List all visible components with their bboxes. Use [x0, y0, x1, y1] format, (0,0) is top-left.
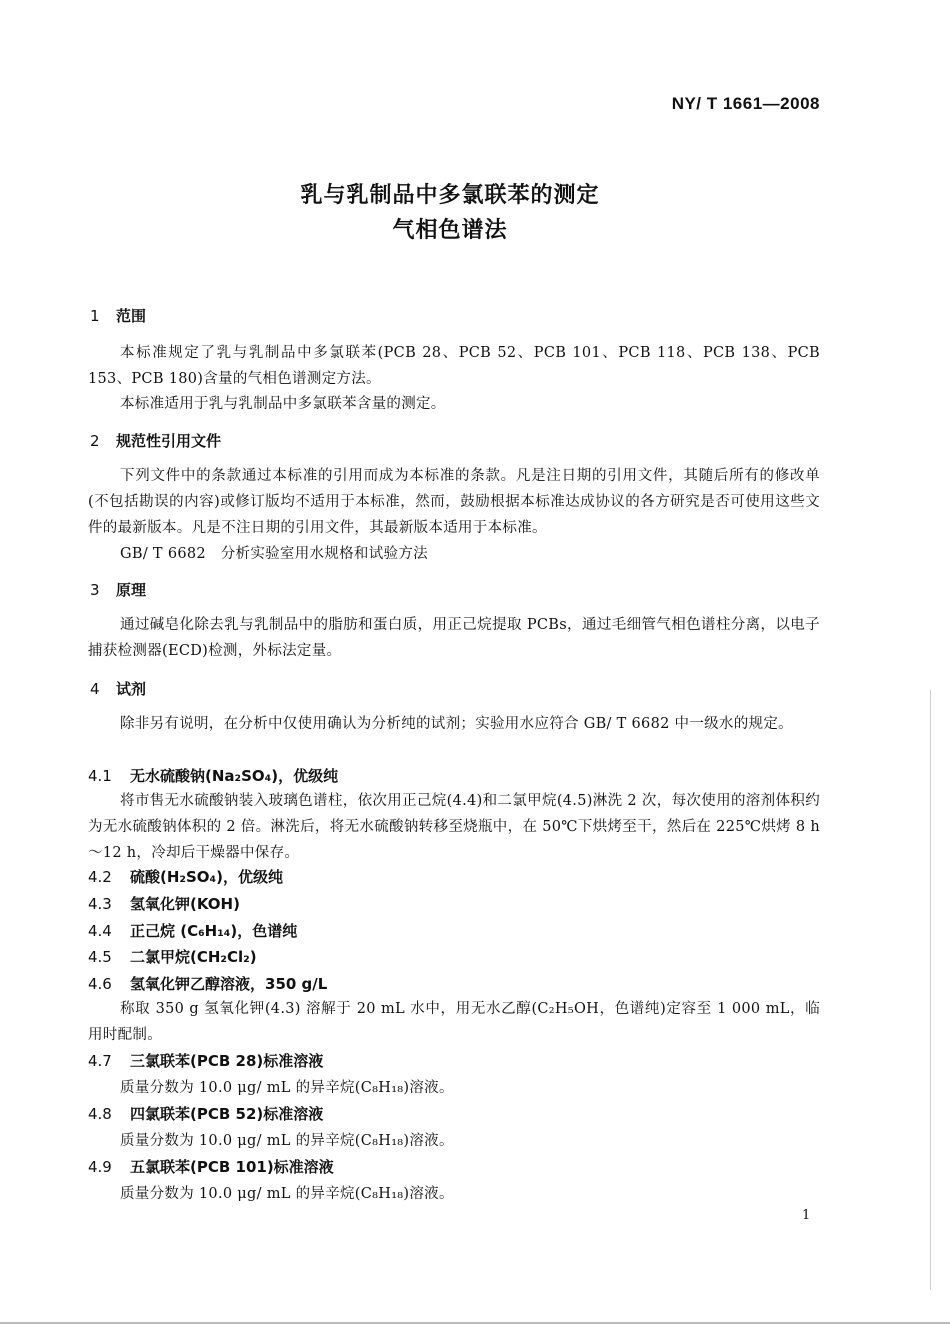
- section-title: 试剂: [116, 680, 147, 698]
- section-number: 4: [90, 680, 100, 698]
- item-4-8-paragraph: 质量分数为 10.0 μg/ mL 的异辛烷(C₈H₁₈)溶液。: [120, 1133, 454, 1149]
- item-4-5-heading: 4.5 二氯甲烷(CH₂Cl₂): [88, 948, 257, 966]
- normative-reference: GB/ T 6682 分析实验室用水规格和试验方法: [120, 546, 428, 562]
- document-title: 乳与乳制品中多氯联苯的测定: [300, 183, 600, 208]
- item-4-7-paragraph: 质量分数为 10.0 μg/ mL 的异辛烷(C₈H₁₈)溶液。: [120, 1080, 454, 1096]
- item-4-9-paragraph: 质量分数为 10.0 μg/ mL 的异辛烷(C₈H₁₈)溶液。: [120, 1186, 454, 1202]
- section-4-heading: [90, 678, 146, 699]
- section-number: 2: [90, 432, 100, 450]
- section-title: 范围: [116, 307, 147, 325]
- section-3-paragraph-1: 通过碱皂化除去乳与乳制品中的脂肪和蛋白质，用正己烷提取 PCBs，通过毛细管气相色谱柱分离，以电子捕获检测器(ECD)检测，外标法定量。: [88, 617, 820, 659]
- section-2-heading: [90, 430, 221, 451]
- item-4-2-heading: 4.2 硫酸(H₂SO₄)，优级纯: [88, 868, 283, 886]
- item-4-3-heading: 4.3 氢氧化钾(KOH): [88, 895, 240, 913]
- standard-code: NY/ T 1661—2008: [671, 94, 820, 113]
- item-4-7-heading: 4.7 三氯联苯(PCB 28)标准溶液: [88, 1052, 324, 1070]
- section-number: 1: [90, 307, 100, 325]
- item-4-6-paragraph: 称取 350 g 氢氧化钾(4.3) 溶解于 20 mL 水中，用无水乙醇(C₂H₅OH，色谱纯)定容至 1 000 mL，临用时配制。: [88, 1001, 820, 1043]
- item-4-4-heading: 4.4 正己烷 (C₆H₁₄)，色谱纯: [88, 922, 298, 940]
- item-4-9-heading: 4.9 五氯联苯(PCB 101)标准溶液: [88, 1158, 334, 1176]
- section-4-paragraph-1: 除非另有说明，在分析中仅使用确认为分析纯的试剂；实验用水应符合 GB/ T 6682 中一级水的规定。: [120, 716, 793, 732]
- item-4-6-heading: 4.6 氢氧化钾乙醇溶液，350 g/L: [88, 975, 328, 993]
- section-3-heading: [90, 579, 146, 600]
- page-number: 1: [802, 1208, 811, 1223]
- section-2-paragraph-1: 下列文件中的条款通过本标准的引用而成为本标准的条款。凡是注日期的引用文件，其随后所有的修改单(不包括勘误的内容)或修订版均不适用于本标准，然而，鼓励根据本标准达成协议的各方研究是否可使用这些文件的最新版本。凡是不注日期的引用文件，其最新版本适用于本标准。: [88, 468, 820, 536]
- document-subtitle: 气相色谱法: [392, 218, 508, 243]
- item-4-1-paragraph: 将市售无水硫酸钠装入玻璃色谱柱，依次用正己烷(4.4)和二氯甲烷(4.5)淋洗 2 次，每次使用的溶剂体积约为无水硫酸钠体积的 2 倍。淋洗后，将无水硫酸钠转移至烧瓶中，在 50℃下烘烤至干，然后在 225℃烘烤 8 h～12 h，冷却后干燥器中保存。: [88, 793, 820, 861]
- scan-edge-line: [930, 690, 931, 1290]
- item-4-1-heading: 4.1 无水硫酸钠(Na₂SO₄)，优级纯: [88, 767, 339, 785]
- section-1-paragraph-2: 本标准适用于乳与乳制品中多氯联苯含量的测定。: [120, 396, 446, 412]
- item-4-8-heading: 4.8 四氯联苯(PCB 52)标准溶液: [88, 1105, 324, 1123]
- section-title: 规范性引用文件: [116, 432, 222, 450]
- section-title: 原理: [116, 581, 147, 599]
- section-1-heading: [90, 305, 146, 326]
- section-number: 3: [90, 581, 100, 599]
- scan-bottom-edge: [0, 1322, 950, 1324]
- section-1-paragraph-1: 本标准规定了乳与乳制品中多氯联苯(PCB 28、PCB 52、PCB 101、PCB 118、PCB 138、PCB 153、PCB 180)含量的气相色谱测定方法。: [88, 345, 820, 387]
